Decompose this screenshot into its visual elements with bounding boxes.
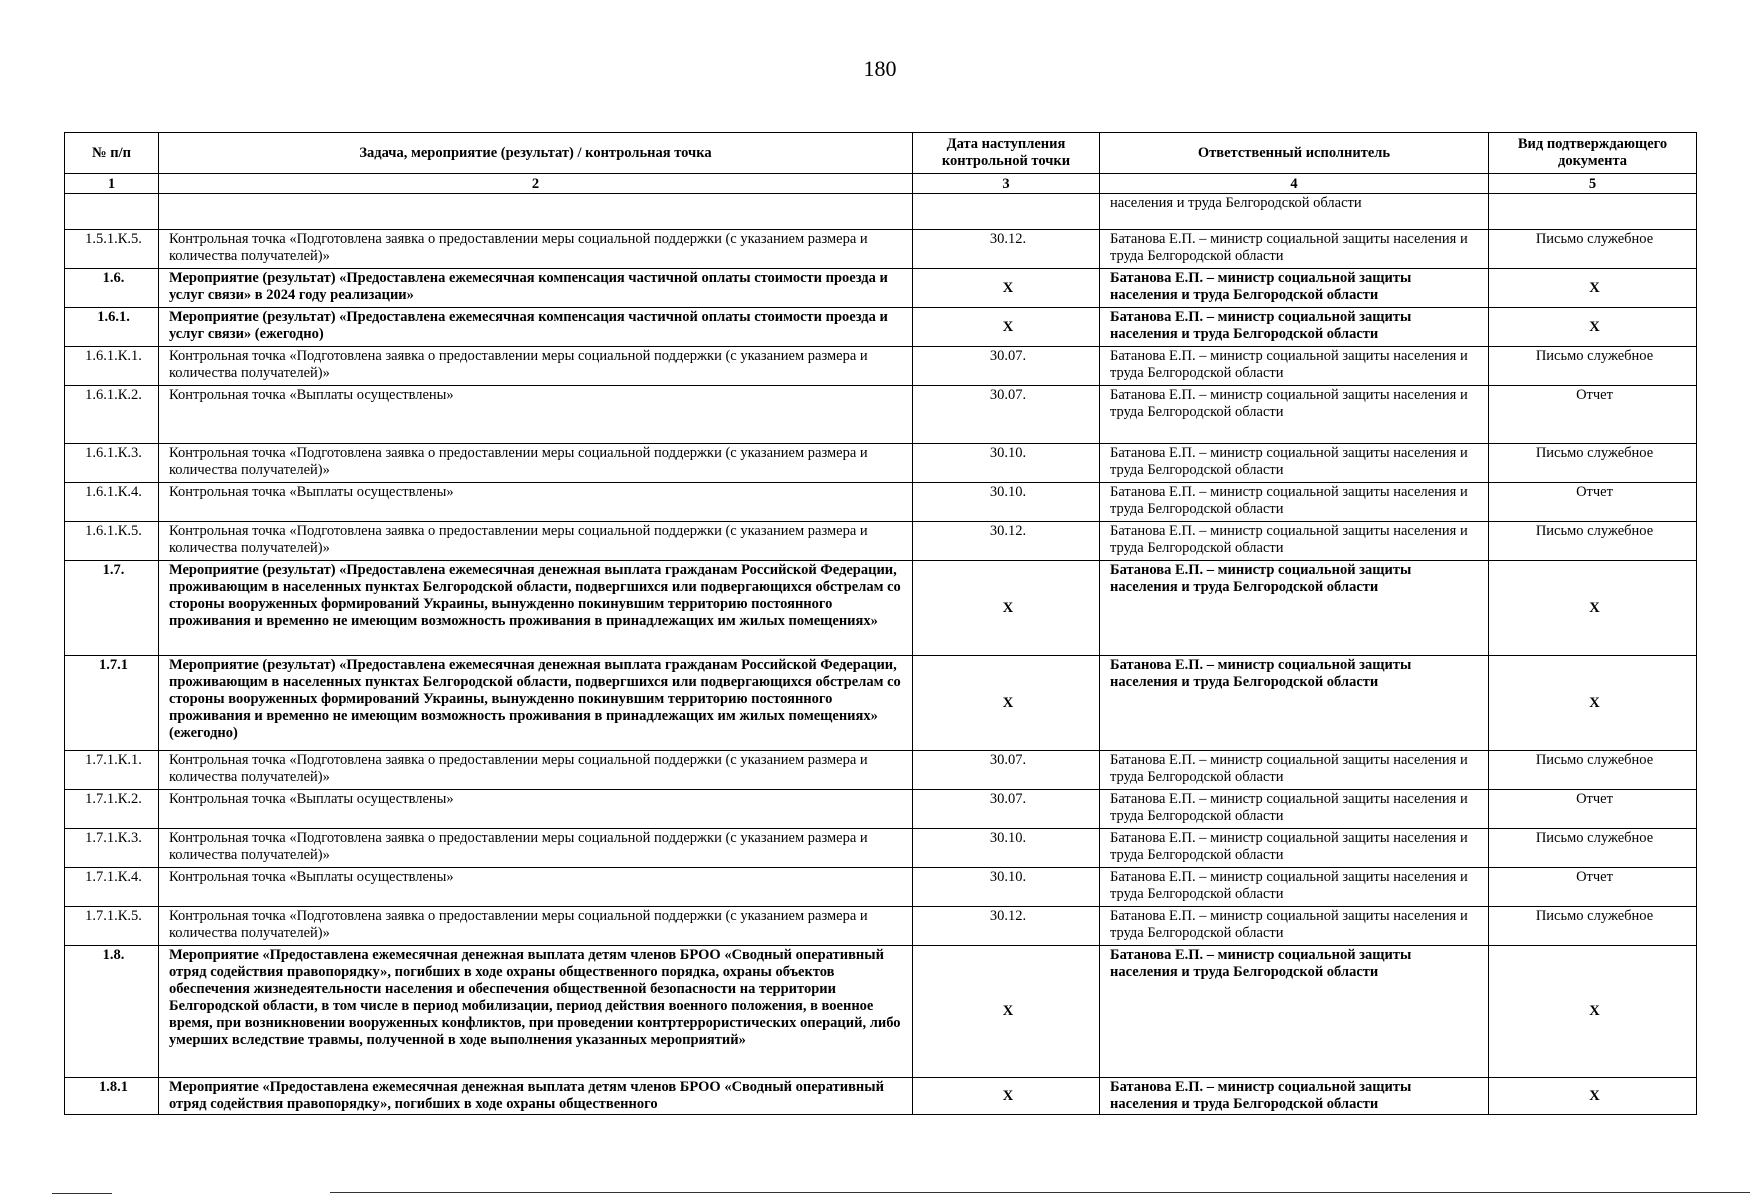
column-number: 3 xyxy=(913,174,1100,194)
row-document: X xyxy=(1489,656,1697,751)
row-executor: населения и труда Белгородской области xyxy=(1100,194,1489,230)
row-task: Контрольная точка «Подготовлена заявка о предоставлении меры социальной поддержки (с указанием размера и количества получателей)» xyxy=(159,230,913,269)
row-date: X xyxy=(913,269,1100,308)
table-row xyxy=(65,444,1697,483)
row-date: 30.10. xyxy=(913,444,1100,483)
row-executor: Батанова Е.П. – министр социальной защиты населения и труда Белгородской области xyxy=(1100,868,1489,907)
row-number: 1.7.1 xyxy=(65,656,159,751)
header-date: Дата наступления контрольной точки xyxy=(913,133,1100,174)
row-date: X xyxy=(913,561,1100,656)
row-number: 1.5.1.К.5. xyxy=(65,230,159,269)
table-row xyxy=(65,1078,1697,1115)
row-date: 30.10. xyxy=(913,483,1100,522)
footer-rule-left xyxy=(52,1193,112,1194)
row-number: 1.6.1.К.4. xyxy=(65,483,159,522)
row-date: 30.07. xyxy=(913,790,1100,829)
row-executor: Батанова Е.П. – министр социальной защиты населения и труда Белгородской области xyxy=(1100,790,1489,829)
table-row xyxy=(65,907,1697,946)
header-number: № п/п xyxy=(65,133,159,174)
column-number: 4 xyxy=(1100,174,1489,194)
row-task: Мероприятие (результат) «Предоставлена ежемесячная компенсация частичной оплаты стоимости проезда и услуг связи» (ежегодно) xyxy=(159,308,913,347)
row-document: Письмо служебное xyxy=(1489,522,1697,561)
control-points-table xyxy=(64,132,1697,1115)
column-number: 2 xyxy=(159,174,913,194)
table-row xyxy=(65,230,1697,269)
row-task: Контрольная точка «Подготовлена заявка о предоставлении меры социальной поддержки (с указанием размера и количества получателей)» xyxy=(159,751,913,790)
row-number: 1.6.1.К.3. xyxy=(65,444,159,483)
row-executor: Батанова Е.П. – министр социальной защиты населения и труда Белгородской области xyxy=(1100,483,1489,522)
row-date: 30.12. xyxy=(913,522,1100,561)
row-number: 1.6.1.К.5. xyxy=(65,522,159,561)
table-row xyxy=(65,194,1697,230)
row-task: Мероприятие (результат) «Предоставлена ежемесячная денежная выплата гражданам Российской Федерации, проживающим в населенных пунктах Белгородской области, подвергшихся или подвергающихся обстрелам со стороны вооруженных формирований Украины, вынужденно покинувшим территорию постоянного проживания и временно не имеющим возможность проживания в принадлежащих им жилых помещениях» xyxy=(159,561,913,656)
table-row xyxy=(65,269,1697,308)
row-document: Письмо служебное xyxy=(1489,751,1697,790)
table-row xyxy=(65,868,1697,907)
row-document: X xyxy=(1489,946,1697,1078)
row-date: 30.12. xyxy=(913,907,1100,946)
table-row xyxy=(65,656,1697,751)
row-executor: Батанова Е.П. – министр социальной защиты населения и труда Белгородской области xyxy=(1100,308,1489,347)
row-date: 30.07. xyxy=(913,386,1100,444)
row-executor: Батанова Е.П. – министр социальной защиты населения и труда Белгородской области xyxy=(1100,1078,1489,1115)
row-task: Мероприятие «Предоставлена ежемесячная денежная выплата детям членов БРОО «Сводный оперативный отряд содействия правопорядку», погибших в ходе охраны общественного xyxy=(159,1078,913,1115)
row-document: Письмо служебное xyxy=(1489,829,1697,868)
row-task: Контрольная точка «Подготовлена заявка о предоставлении меры социальной поддержки (с указанием размера и количества получателей)» xyxy=(159,907,913,946)
row-date: 30.10. xyxy=(913,829,1100,868)
table-row xyxy=(65,790,1697,829)
header-executor: Ответственный исполнитель xyxy=(1100,133,1489,174)
row-document xyxy=(1489,194,1697,230)
row-number: 1.7.1.К.2. xyxy=(65,790,159,829)
row-executor: Батанова Е.П. – министр социальной защиты населения и труда Белгородской области xyxy=(1100,829,1489,868)
row-number: 1.6.1.К.1. xyxy=(65,347,159,386)
row-date xyxy=(913,194,1100,230)
row-executor: Батанова Е.П. – министр социальной защиты населения и труда Белгородской области xyxy=(1100,386,1489,444)
row-number: 1.8. xyxy=(65,946,159,1078)
row-task: Мероприятие «Предоставлена ежемесячная денежная выплата детям членов БРОО «Сводный оперативный отряд содействия правопорядку», погибших в ходе охраны общественного порядка, охраны объектов обеспечения жизнедеятельности населения и обеспечения общественной безопасности на территории Белгородской области, в том числе в период мобилизации, период действия военного положения, в военное время, при возникновении вооруженных конфликтов, при проведении контртеррористических операций, либо умерших вследствие травмы, полученной в ходе выполнения указанных мероприятий» xyxy=(159,946,913,1078)
row-executor: Батанова Е.П. – министр социальной защиты населения и труда Белгородской области xyxy=(1100,522,1489,561)
row-task: Контрольная точка «Подготовлена заявка о предоставлении меры социальной поддержки (с указанием размера и количества получателей)» xyxy=(159,522,913,561)
header-document: Вид подтверждающего документа xyxy=(1489,133,1697,174)
row-document: X xyxy=(1489,308,1697,347)
row-document: Отчет xyxy=(1489,868,1697,907)
row-task: Контрольная точка «Подготовлена заявка о предоставлении меры социальной поддержки (с указанием размера и количества получателей)» xyxy=(159,347,913,386)
row-date: X xyxy=(913,946,1100,1078)
table-row xyxy=(65,561,1697,656)
row-executor: Батанова Е.П. – министр социальной защиты населения и труда Белгородской области xyxy=(1100,907,1489,946)
row-executor: Батанова Е.П. – министр социальной защиты населения и труда Белгородской области xyxy=(1100,347,1489,386)
row-date: X xyxy=(913,1078,1100,1115)
row-number: 1.6. xyxy=(65,269,159,308)
row-document: Письмо служебное xyxy=(1489,230,1697,269)
row-date: X xyxy=(913,308,1100,347)
row-executor: Батанова Е.П. – министр социальной защиты населения и труда Белгородской области xyxy=(1100,751,1489,790)
row-task: Контрольная точка «Выплаты осуществлены» xyxy=(159,868,913,907)
row-task: Контрольная точка «Подготовлена заявка о предоставлении меры социальной поддержки (с указанием размера и количества получателей)» xyxy=(159,829,913,868)
row-executor: Батанова Е.П. – министр социальной защиты населения и труда Белгородской области xyxy=(1100,269,1489,308)
row-task: Контрольная точка «Выплаты осуществлены» xyxy=(159,790,913,829)
row-executor: Батанова Е.П. – министр социальной защиты населения и труда Белгородской области xyxy=(1100,561,1489,656)
row-document: Письмо служебное xyxy=(1489,444,1697,483)
row-number: 1.6.1. xyxy=(65,308,159,347)
table-row xyxy=(65,386,1697,444)
row-executor: Батанова Е.П. – министр социальной защиты населения и труда Белгородской области xyxy=(1100,230,1489,269)
row-task xyxy=(159,194,913,230)
row-document: Письмо служебное xyxy=(1489,347,1697,386)
row-document: Отчет xyxy=(1489,790,1697,829)
row-date: 30.12. xyxy=(913,230,1100,269)
table-row xyxy=(65,829,1697,868)
row-date: 30.07. xyxy=(913,347,1100,386)
table-row xyxy=(65,751,1697,790)
header-task: Задача, мероприятие (результат) / контрольная точка xyxy=(159,133,913,174)
column-number-row xyxy=(65,174,1697,194)
row-document: X xyxy=(1489,561,1697,656)
row-document: X xyxy=(1489,269,1697,308)
row-executor: Батанова Е.П. – министр социальной защиты населения и труда Белгородской области xyxy=(1100,656,1489,751)
row-number: 1.7. xyxy=(65,561,159,656)
row-document: Отчет xyxy=(1489,386,1697,444)
row-executor: Батанова Е.П. – министр социальной защиты населения и труда Белгородской области xyxy=(1100,946,1489,1078)
row-number: 1.7.1.К.1. xyxy=(65,751,159,790)
row-number xyxy=(65,194,159,230)
table-row xyxy=(65,946,1697,1078)
page-number: 180 xyxy=(863,56,897,81)
footer-rule xyxy=(330,1192,1750,1193)
table-row xyxy=(65,483,1697,522)
row-number: 1.7.1.К.4. xyxy=(65,868,159,907)
row-task: Контрольная точка «Выплаты осуществлены» xyxy=(159,483,913,522)
table-header-row xyxy=(65,133,1697,174)
row-number: 1.6.1.К.2. xyxy=(65,386,159,444)
row-number: 1.7.1.К.5. xyxy=(65,907,159,946)
row-task: Контрольная точка «Подготовлена заявка о предоставлении меры социальной поддержки (с указанием размера и количества получателей)» xyxy=(159,444,913,483)
row-task: Мероприятие (результат) «Предоставлена ежемесячная компенсация частичной оплаты стоимости проезда и услуг связи» в 2024 году реализации» xyxy=(159,269,913,308)
row-task: Контрольная точка «Выплаты осуществлены» xyxy=(159,386,913,444)
table-row xyxy=(65,522,1697,561)
row-document: X xyxy=(1489,1078,1697,1115)
column-number: 1 xyxy=(65,174,159,194)
row-document: Отчет xyxy=(1489,483,1697,522)
row-executor: Батанова Е.П. – министр социальной защиты населения и труда Белгородской области xyxy=(1100,444,1489,483)
row-number: 1.7.1.К.3. xyxy=(65,829,159,868)
row-date: 30.07. xyxy=(913,751,1100,790)
column-number: 5 xyxy=(1489,174,1697,194)
row-number: 1.8.1 xyxy=(65,1078,159,1115)
table-row xyxy=(65,347,1697,386)
row-task: Мероприятие (результат) «Предоставлена ежемесячная денежная выплата гражданам Российской Федерации, проживающим в населенных пунктах Белгородской области, подвергшихся или подвергающихся обстрелам со стороны вооруженных формирований Украины, вынужденно покинувшим территорию постоянного проживания и временно не имеющим возможность проживания в принадлежащих им жилых помещениях» (ежегодно) xyxy=(159,656,913,751)
row-date: 30.10. xyxy=(913,868,1100,907)
table-body xyxy=(65,194,1697,1115)
table-row xyxy=(65,308,1697,347)
row-document: Письмо служебное xyxy=(1489,907,1697,946)
row-date: X xyxy=(913,656,1100,751)
